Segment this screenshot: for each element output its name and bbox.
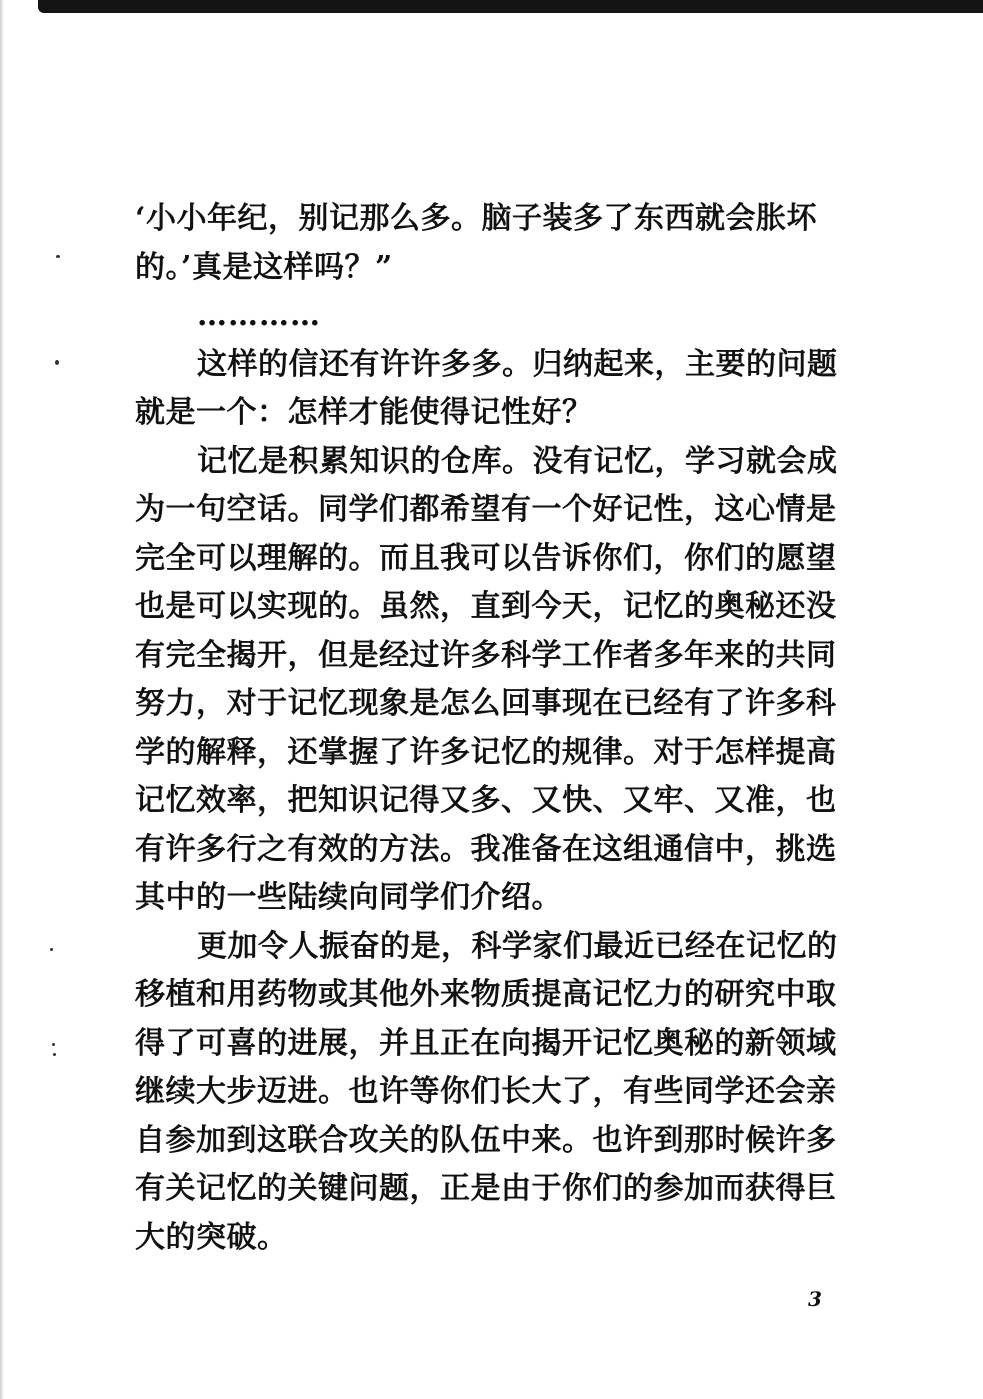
paragraph-quote-end: ‘小小年纪，别记那么多。脑子装多了东西就会胀坏的。’真是这样吗？” — [135, 201, 817, 285]
scan-top-border — [38, 0, 983, 13]
paragraph-memory-warehouse: 记忆是积累知识的仓库。没有记忆，学习就会成为一句空话。同学们都希望有一个好记性，这心情是完全可以理解的。而且我可以告诉你们，你们的愿望也是可以实现的。虽然，直到今天，记忆的奥秘还没有完全揭开，但是经过许多科学工作者多年来的共同努力，对于记忆现象是怎么回事现在已经有了许多科学的解释，还掌握了许多记忆的规律。对于怎样提高记忆效率，把知识记得又多、又快、又牢、又准，也有许多行之有效的方法。我准备在这组通信中，挑选其中的一些陆续向同学们介绍。 — [135, 443, 838, 915]
paragraph-scientific-progress: 更加令人振奋的是，科学家们最近已经在记忆的移植和用药物或其他外来物质提高记忆力的研究中取得了可喜的进展，并且正在向揭开记忆奥秘的新领域继续大步迈进。也许等你们长大了，有些同学还会亲自参加到这联合攻关的队伍中来。也许到那时候许多有关记忆的关键问题，正是由于你们的参加而获得巨大的突破。 — [135, 928, 838, 1255]
page-edge-shadow — [0, 0, 4, 1399]
scan-speck — [56, 255, 60, 258]
body-text — [135, 195, 850, 1262]
page-number: 3 — [808, 1287, 822, 1311]
ellipsis-line: ………… — [197, 298, 321, 333]
scan-speck — [52, 1043, 55, 1046]
paragraph-letters-summary: 这样的信还有许许多多。归纳起来，主要的问题就是一个：怎样才能使得记性好？ — [135, 346, 838, 430]
scan-speck — [50, 948, 53, 951]
scan-speck — [53, 1053, 56, 1056]
scan-speck — [55, 360, 59, 365]
